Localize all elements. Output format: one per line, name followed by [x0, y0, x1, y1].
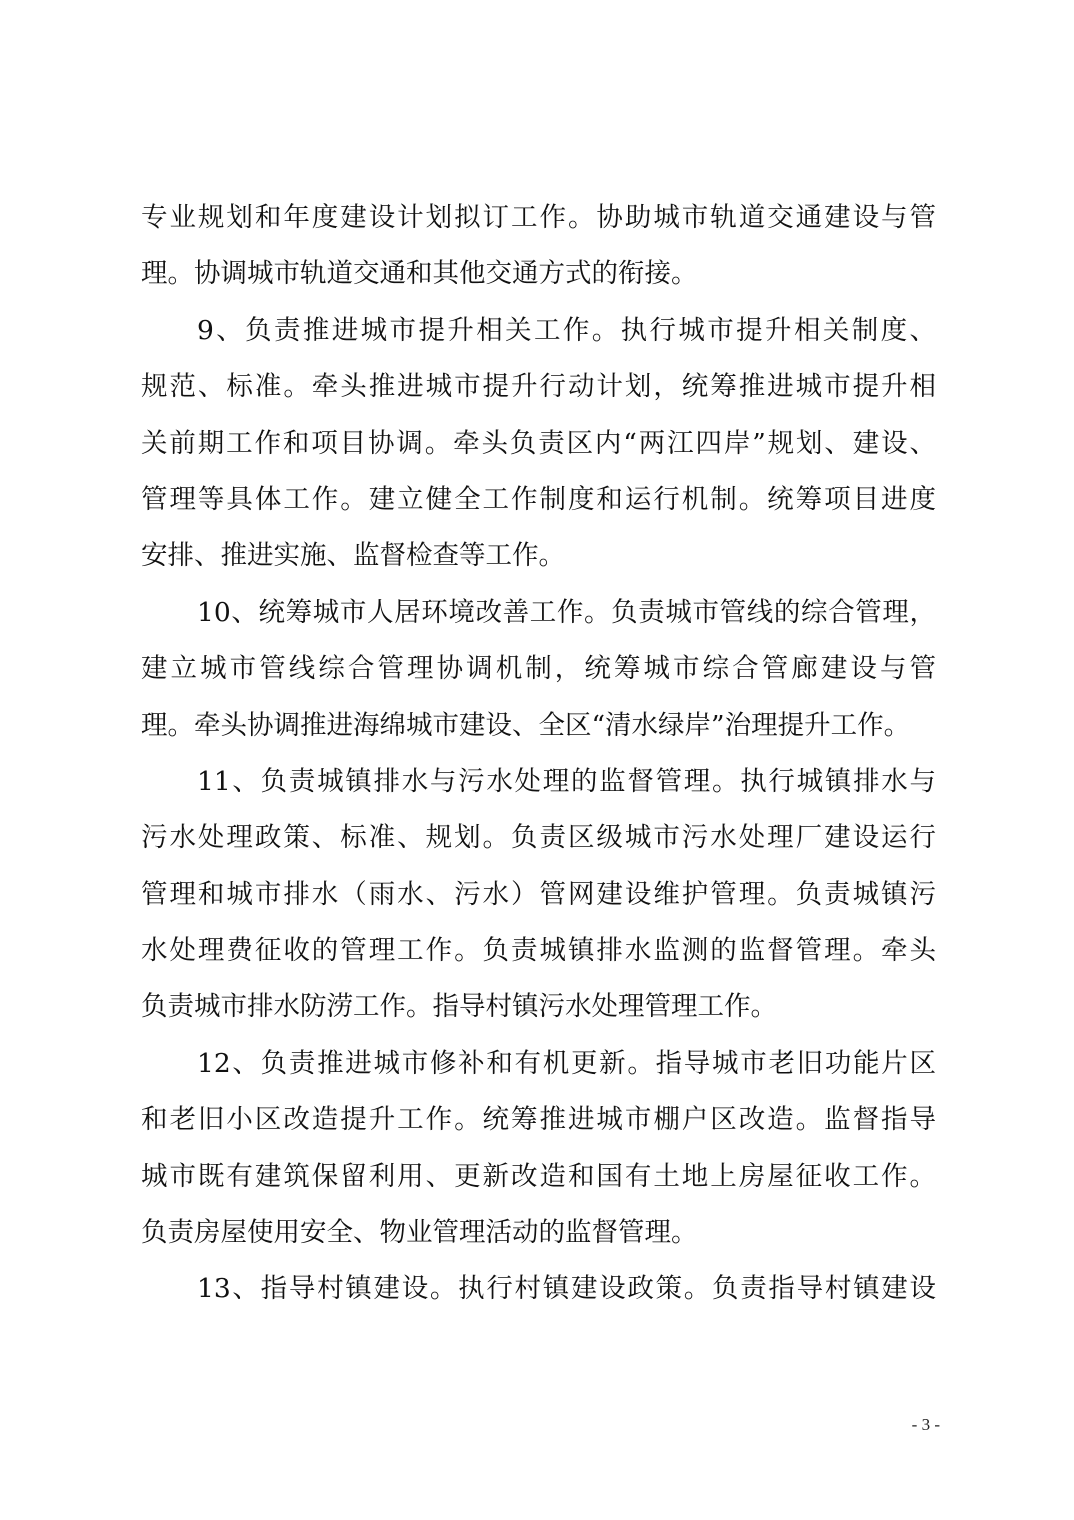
item-13-heading-line: 13、指导村镇建设。执行村镇建设政策。负责指导村镇建设: [197, 1273, 936, 1305]
item-11-heading-line: 11、负责城镇排水与污水处理的监督管理。执行城镇排水与: [197, 765, 936, 797]
text-line: 管理等具体工作。建立健全工作制度和运行机制。统筹项目进度: [141, 483, 936, 515]
text-line: 建立城市管线综合管理协调机制，统筹城市综合管廊建设与管: [141, 653, 936, 685]
text-line: 和老旧小区改造提升工作。统筹推进城市棚户区改造。监督指导: [141, 1104, 936, 1136]
text-line: 专业规划和年度建设计划拟订工作。协助城市轨道交通建设与管: [141, 202, 936, 233]
text-line: 规范、标准。牵头推进城市提升行动计划，统筹推进城市提升相: [141, 371, 936, 403]
text-line: 理。协调城市轨道交通和其他交通方式的衔接。: [141, 258, 698, 290]
text-line: 污水处理政策、标准、规划。负责区级城市污水处理厂建设运行: [141, 822, 936, 854]
item-10-heading-line: 10、统筹城市人居环境改善工作。负责城市管线的综合管理，: [197, 596, 936, 628]
item-9-heading-line: 9、负责推进城市提升相关工作。执行城市提升相关制度、: [197, 314, 936, 346]
text-line: 关前期工作和项目协调。牵头负责区内“两江四岸”规划、建设、: [141, 427, 936, 459]
text-line: 管理和城市排水（雨水、污水）管网建设维护管理。负责城镇污: [141, 878, 936, 910]
document-body: [141, 190, 936, 1318]
page-number: - 3 -: [911, 1415, 940, 1434]
text-line: 城市既有建筑保留利用、更新改造和国有土地上房屋征收工作。: [141, 1160, 936, 1192]
text-line: 负责城市排水防涝工作。指导村镇污水处理管理工作。: [141, 991, 777, 1023]
text-line: 水处理费征收的管理工作。负责城镇排水监测的监督管理。牵头: [141, 935, 936, 967]
text-line: 负责房屋使用安全、物业管理活动的监督管理。: [141, 1217, 698, 1249]
text-line: 理。牵头协调推进海绵城市建设、全区“清水绿岸”治理提升工作。: [141, 709, 911, 741]
item-12-heading-line: 12、负责推进城市修补和有机更新。指导城市老旧功能片区: [197, 1047, 936, 1079]
text-line: 安排、推进实施、监督检查等工作。: [141, 540, 565, 572]
